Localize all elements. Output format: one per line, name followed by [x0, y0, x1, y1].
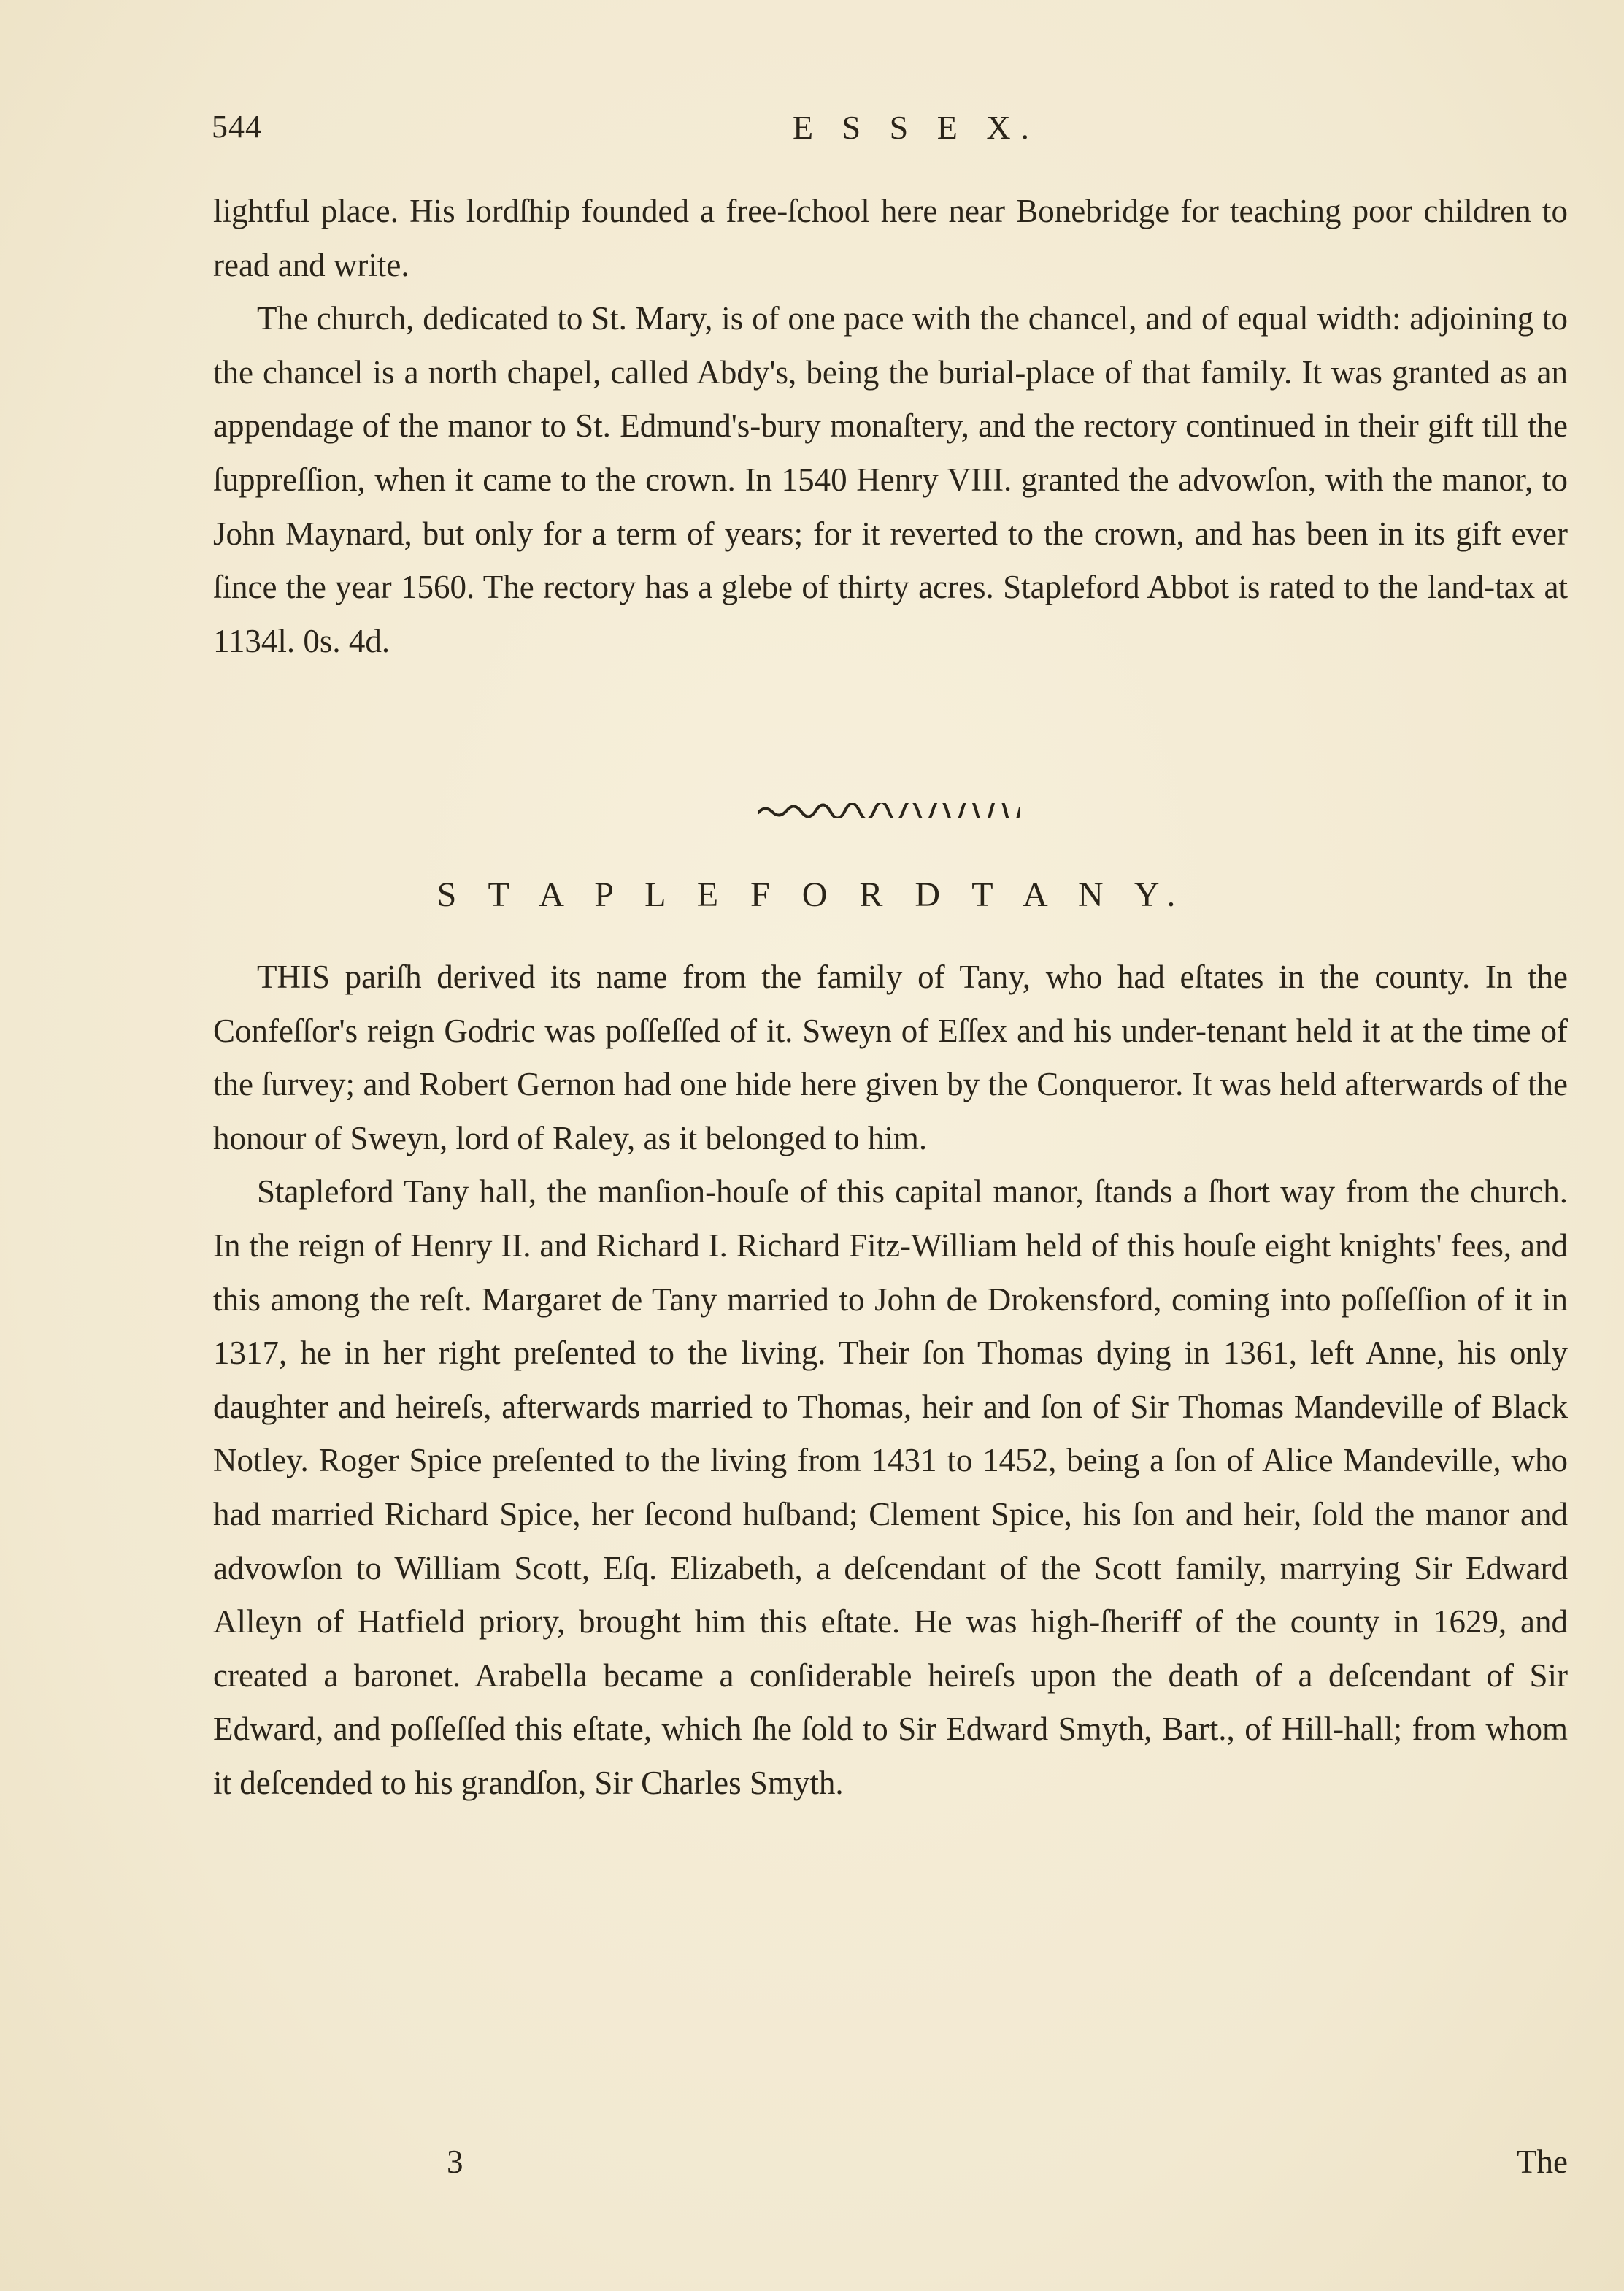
paragraph: The church, dedicated to St. Mary, is of one pace with the chancel, and of equal width: adjoining to the chancel is a north chapel, called Abdy's, being the burial-place of that family. It was granted as an appendage of the manor to St. Edmund's-bury monaſtery, and the rectory continued in their gift till the ſuppreſſion, when it came to the crown. In 1540 Henry VIII. granted the advowſon, with the manor, to John Maynard, but only for a term of years; for it reverted to the crown, and has been in its gift ever ſince the year 1560. The rectory has a glebe of thirty acres. Stapleford Abbot is rated to the land-tax at 1134l. 0s. 4d.	[213, 300, 1568, 659]
bottom-text-block	[213, 951, 1568, 1811]
paragraph: THIS pariſh derived its name from the family of Tany, who had eſtates in the county. In the Confeſſor's reign Godric was poſſeſſed of it. Sweyn of Eſſex and his under-tenant held it at the time of the ſurvey; and Robert Gernon had one hide here given by the Conqueror. It was held afterwards of the honour of Sweyn, lord of Raley, as it belonged to him.	[213, 959, 1568, 1156]
page-number: 544	[212, 109, 262, 145]
catchword: The	[1517, 2144, 1568, 2180]
running-title: E S S E X.	[792, 109, 1040, 146]
page-header	[212, 108, 1577, 152]
signature-mark: 3	[447, 2144, 463, 2180]
paragraph: lightful place. His lordſhip founded a free-ſchool here near Bonebridge for teaching poor children to read and write.	[213, 193, 1568, 283]
top-text-block	[213, 185, 1568, 668]
paragraph: Stapleford Tany hall, the manſion-houſe of this capital manor, ſtands a ſhort way from the church. In the reign of Henry II. and Richard I. Richard Fitz-William held of this houſe eight knights' fees, and this among the reſt. Margaret de Tany married to John de Drokensford, coming into poſſeſſion of it in 1317, he in her right preſented to the living. Their ſon Thomas dying in 1361, left Anne, his only daughter and heireſs, afterwards married to Thomas, heir and ſon of Sir Thomas Mandeville of Black Notley. Roger Spice preſented to the living from 1431 to 1452, being a ſon of Alice Mandeville, who had married Richard Spice, her ſecond huſband; Clement Spice, his ſon and heir, ſold the manor and advowſon to William Scott, Eſq. Elizabeth, a deſcendant of the Scott family, marrying Sir Edward Alleyn of Hatfield priory, brought him this eſtate. He was high-ſheriff of the county in 1629, and created a baronet. Arabella became a conſiderable heireſs upon the death of a deſcendant of Sir Edward, and poſſeſſed this eſtate, which ſhe ſold to Sir Edward Smyth, Bart., of Hill-hall; from whom it deſcended to his grandſon, Sir Charles Smyth.	[213, 1173, 1568, 1801]
section-heading: S T A P L E F O R D T A N Y.	[436, 875, 1188, 914]
ornament-divider	[758, 803, 1020, 818]
page-footer	[213, 2143, 1568, 2187]
